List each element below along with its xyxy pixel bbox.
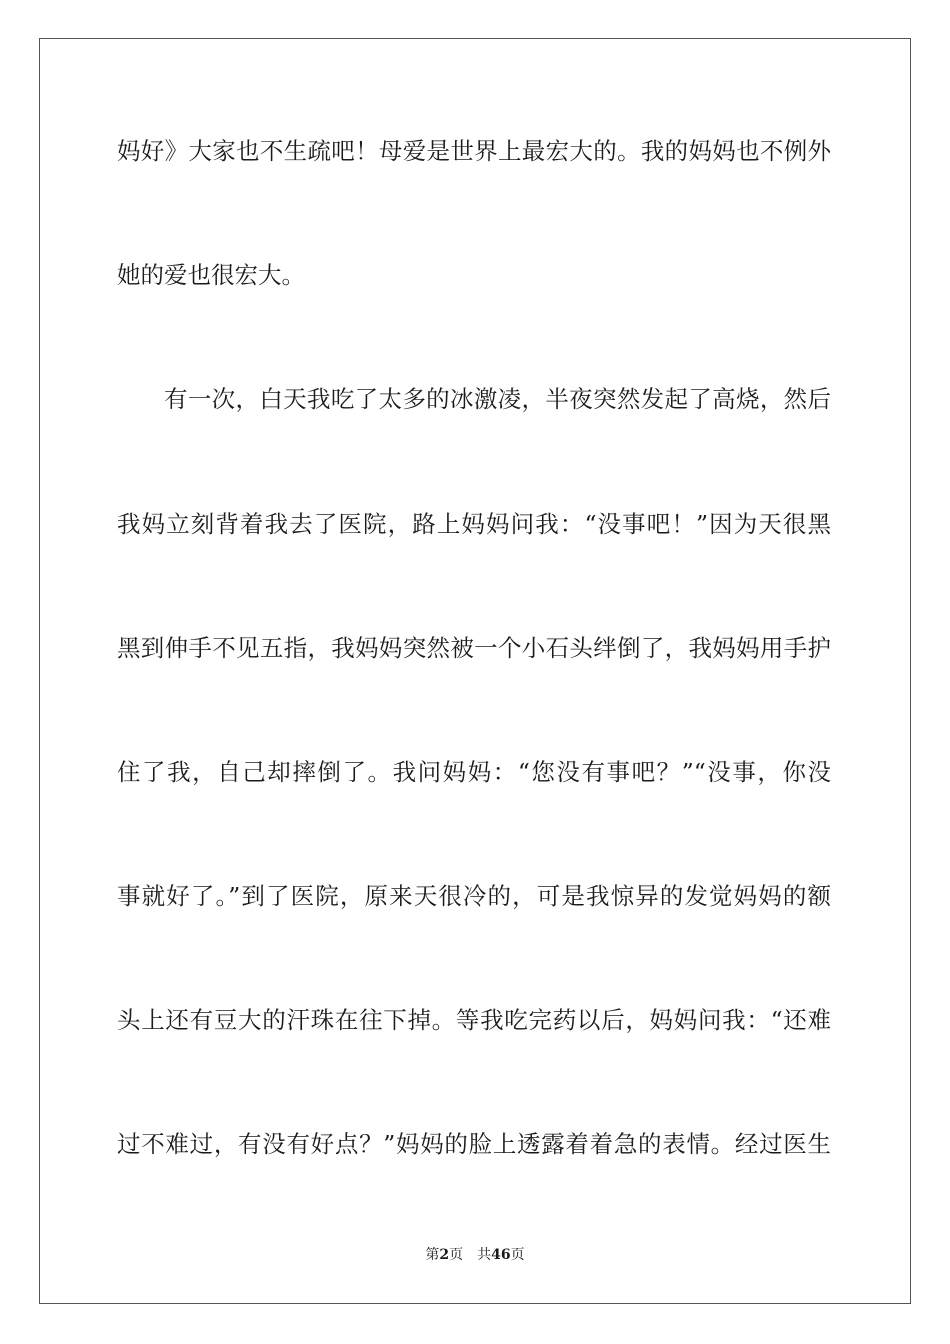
page-footer [0,1246,950,1264]
body-text-line-2: 她的爱也很宏大。 [117,261,305,289]
current-page-number: 2 [439,1247,450,1263]
total-suffix: 页 [510,1247,525,1263]
body-text-line-7: 事就好了。”到了医院，原来天很冷的，可是我惊异的发觉妈妈的额 [117,882,831,910]
body-text-line-8: 头上还有豆大的汗珠在往下掉。等我吃完药以后，妈妈问我：“还难 [117,1006,831,1034]
body-text-line-1: 妈好》大家也不生疏吧！母爱是世界上最宏大的。我的妈妈也不例外 [117,137,831,165]
body-text-line-5: 黑到伸手不见五指，我妈妈突然被一个小石头绊倒了，我妈妈用手护 [117,634,831,662]
total-pages-number: 46 [491,1247,511,1263]
total-prefix: 共 [477,1247,492,1263]
page-border [39,38,911,1304]
body-text-line-9: 过不难过，有没有好点？”妈妈的脸上透露着着急的表情。经过医生 [117,1130,831,1158]
body-text-line-3: 有一次，白天我吃了太多的冰激凌，半夜突然发起了高烧，然后 [164,385,831,413]
page-prefix: 第 [425,1247,440,1263]
page-suffix: 页 [449,1247,464,1263]
body-text-line-4: 我妈立刻背着我去了医院，路上妈妈问我：“没事吧！”因为天很黑 [117,510,831,538]
body-text-line-6: 住了我，自己却摔倒了。我问妈妈：“您没有事吧？”“没事，你没 [117,758,831,786]
